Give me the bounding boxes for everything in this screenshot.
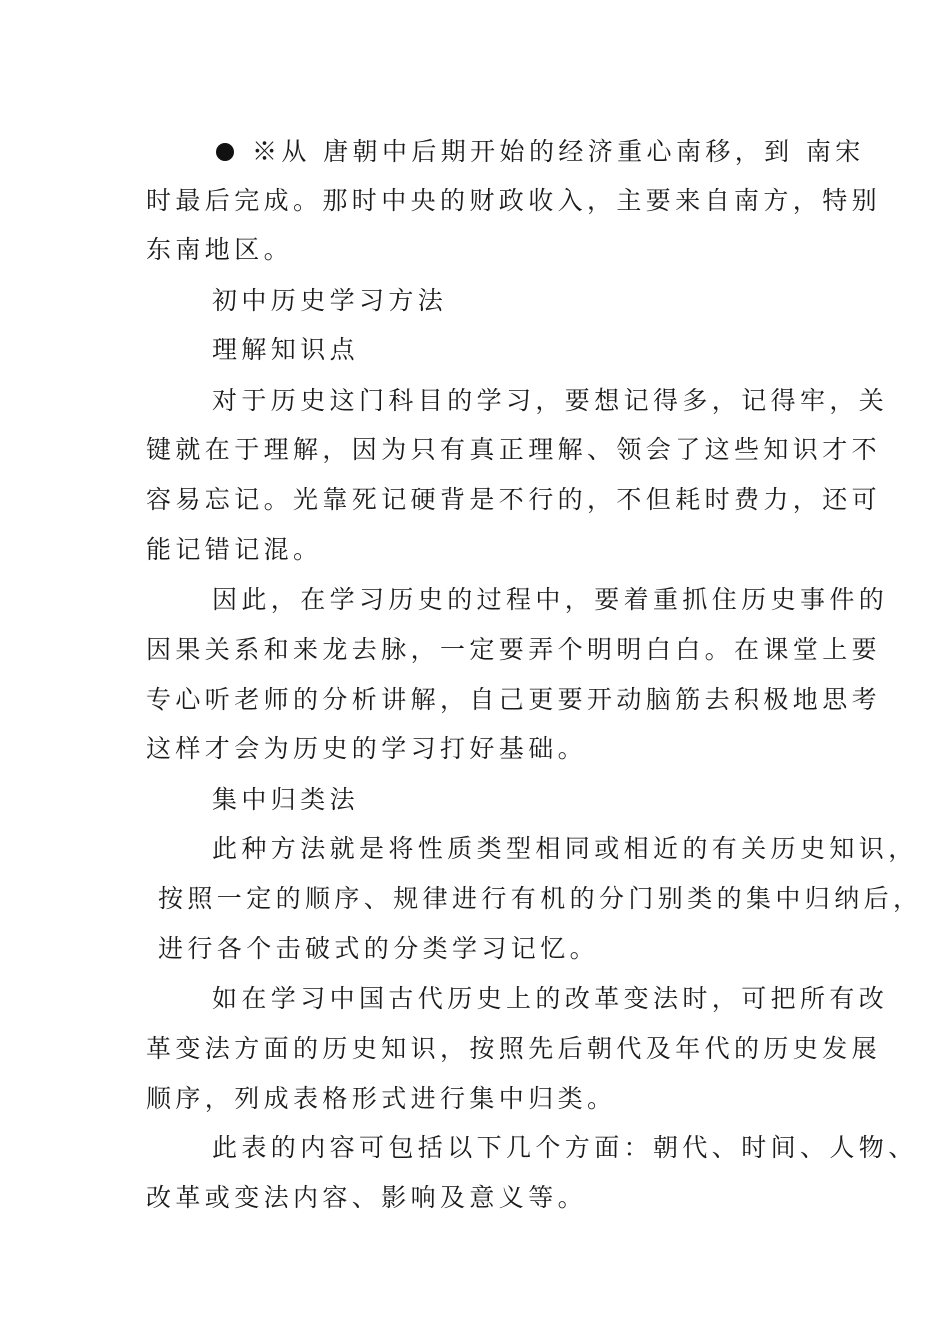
text-line: 专心听老师的分析讲解，自己更要开动脑筋去积极地思考	[146, 685, 882, 714]
text-line: 时最后完成。那时中央的财政收入，主要来自南方，特别	[146, 186, 882, 215]
text-line: 顺序，列成表格形式进行集中归类。	[146, 1084, 617, 1113]
text-line: 进行各个击破式的分类学习记忆。	[158, 934, 600, 963]
text-line: 能记错记混。	[146, 535, 323, 564]
bullet-icon	[216, 143, 234, 161]
text-line: 按照一定的顺序、规律进行有机的分门别类的集中归纳后，	[158, 884, 923, 913]
text-line: 东南地区。	[146, 235, 294, 264]
text-line: 改革或变法内容、影响及意义等。	[146, 1183, 588, 1212]
section-heading: 初中历史学习方法	[212, 286, 448, 315]
bullet-paragraph-line	[216, 137, 865, 167]
section-heading: 理解知识点	[212, 335, 360, 364]
section-heading: 集中归类法	[212, 785, 360, 814]
text-line: 如在学习中国古代历史上的改革变法时，可把所有改	[212, 984, 889, 1013]
text-line: 因果关系和来龙去脉，一定要弄个明明白白。在课堂上要	[146, 635, 882, 664]
text-line: ※从 唐朝中后期开始的经济重心南移，到 南宋	[252, 137, 865, 166]
text-line: 因此，在学习历史的过程中，要着重抓住历史事件的	[212, 585, 889, 614]
text-line: 革变法方面的历史知识，按照先后朝代及年代的历史发展	[146, 1034, 882, 1063]
text-line: 这样才会为历史的学习打好基础。	[146, 734, 588, 763]
text-line: 键就在于理解，因为只有真正理解、领会了这些知识才不	[146, 435, 882, 464]
text-line: 容易忘记。光靠死记硬背是不行的，不但耗时费力，还可	[146, 485, 882, 514]
text-line: 此表的内容可包括以下几个方面：朝代、时间、人物、	[212, 1133, 918, 1162]
text-line: 对于历史这门科目的学习，要想记得多，记得牢，关	[212, 386, 889, 415]
text-line: 此种方法就是将性质类型相同或相近的有关历史知识，	[212, 834, 918, 863]
